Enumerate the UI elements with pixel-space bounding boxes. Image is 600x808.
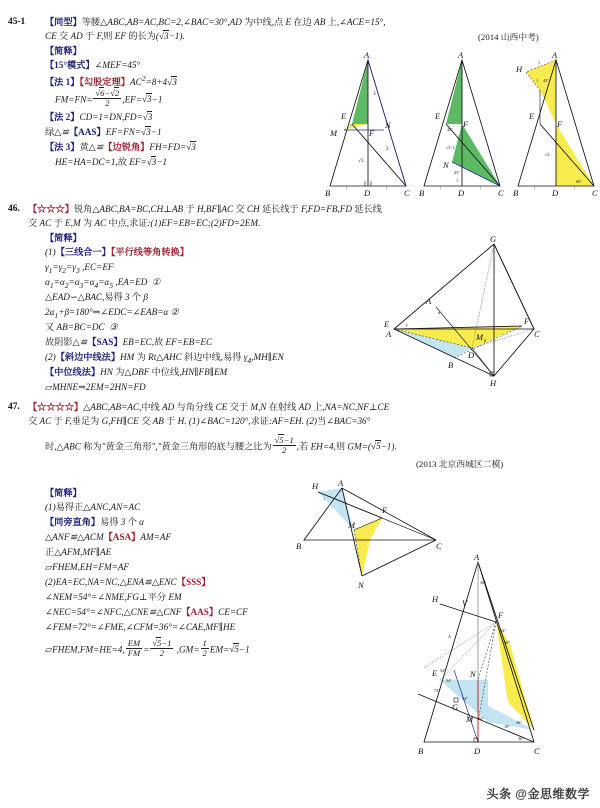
svg-text:60°: 60° — [576, 179, 582, 184]
svg-text:54°: 54° — [440, 668, 446, 673]
svg-text:√3: √3 — [545, 152, 550, 157]
svg-text:B: B — [448, 360, 454, 370]
svg-text:M: M — [476, 332, 484, 342]
problem-46-explain-5: $2\alpha_1+\beta=180^\circ\Rightarrow\angle EDC=\angle EAB=\alpha$ ② — [45, 307, 179, 320]
svg-text:M: M — [330, 128, 338, 138]
problem-45-1-explain-7: HE=HA=DC=1,故 EF=√3−1 — [55, 157, 168, 167]
problem-47-statement-line-2: 交 AC 于 F,垂足为 G,FH∥CE 交 AB 于 H. (1)∠BAC=120°,求证:AF=EH. (2)当∠BAC=36° — [28, 416, 371, 426]
svg-text:F: F — [524, 316, 530, 326]
problem-46-explain-1: (1)【三线合一】【平行线等角转换】 — [45, 247, 189, 257]
problem-45-1-explain-3: FM=FN= $\frac{√6-√2}{2}$ ,EF=√3−1 — [55, 88, 163, 109]
svg-text:B: B — [325, 188, 331, 198]
problem-46-statement-line-2: 交 AC 于 E,M 为 AC 中点,求证:(1)EF=EB=EC;(2)FD=2EM. — [28, 218, 261, 228]
fig-45-1-c — [512, 50, 600, 198]
svg-text:|: | — [440, 185, 441, 190]
svg-text:A: A — [426, 296, 432, 306]
svg-text:E: E — [384, 319, 390, 329]
watermark: 头条 @金思维数学 — [486, 787, 590, 801]
svg-text:M: M — [466, 714, 474, 724]
svg-text:D: D — [468, 350, 475, 360]
svg-text:54°: 54° — [478, 716, 484, 721]
svg-text:|: | — [574, 185, 575, 190]
svg-text:G: G — [490, 234, 497, 244]
svg-text:A: A — [386, 329, 392, 339]
svg-text:72°: 72° — [434, 688, 440, 693]
fig-45-1-a — [324, 50, 414, 198]
problem-47-explain-1: (1)易得正△ANC,AN=AC — [45, 502, 141, 512]
svg-text:36°: 36° — [516, 720, 522, 725]
problem-47-statement-line-3: 时,△ABC 称为"黄金三角形","黄金三角形的底与腰之比为 $\frac{√5-1}{2}$ ,若 EH=4,则 GM=(√5−1). — [45, 435, 397, 456]
svg-text:A: A — [474, 552, 480, 562]
problem-45-1-explain-6: 【法 3】黄△≌【边锐角】FH=FD=√3 — [45, 142, 196, 152]
problem-45-1-statement-line-1: 【同型】等腰△ABC,AB=AC,BC=2,∠BAC=30°,AD 为中线,点 E 在边 AB 上,∠ACE=15°, — [45, 17, 386, 27]
problem-46-explain-9: 【中位线法】HN 为△DBF 中位线,HN∥FB∥EM — [45, 367, 228, 377]
svg-text:45°: 45° — [447, 127, 453, 132]
problem-47-explain-10: ▱FHEM,FM=HE=4, $\frac{EM}{FM}$ = $\frac{√5-1}{2}$ ,GM= $\frac{1}{2}$ EM=√5−1 — [45, 638, 250, 659]
svg-text:36°: 36° — [504, 640, 510, 645]
svg-text:A: A — [458, 50, 464, 60]
problem-47-explain-4: 正△AFM,MF∥AE — [45, 547, 112, 557]
svg-text:B: B — [513, 188, 519, 198]
svg-text:|: | — [386, 185, 387, 190]
problem-45-1-source: (2014 山西中考) — [478, 32, 539, 42]
svg-text:H: H — [432, 594, 439, 604]
fig-46 — [376, 236, 586, 401]
svg-text:54°: 54° — [500, 628, 506, 633]
svg-text:A: A — [552, 50, 558, 60]
problem-47-explain-8: ∠NEC=54°=∠NFC,△CNE≌△CNF【AAS】CE=CF — [45, 607, 248, 617]
problem-47-explain-9: ∠FEM=72°=∠FME,∠CFM=36°=∠CAE,MF∥HE — [45, 622, 236, 632]
svg-text:54°: 54° — [462, 696, 468, 701]
svg-text:E: E — [435, 111, 441, 121]
svg-text:C: C — [404, 188, 410, 198]
problem-47-explain-7: ∠NEM=54°=∠NME,FG⊥平分 EM — [45, 592, 182, 602]
svg-text:3: 3 — [373, 91, 376, 97]
svg-text:A: A — [364, 50, 370, 60]
svg-text:18°: 18° — [504, 724, 510, 729]
svg-text:1: 1 — [536, 78, 539, 83]
problem-45-1-explain-5: 绿△≌【AAS】EF=FN=√3−1 — [45, 127, 162, 137]
problem-47-statement-line-1: 【☆☆☆☆】△ABC,AB=AC,中线 AD 与角分线 CE 交于 M,N 在射线 AD 上,NA=NC,NF⊥CE — [28, 402, 390, 412]
svg-text:C: C — [436, 541, 442, 551]
svg-text:C: C — [498, 188, 504, 198]
problem-45-1-explain-label: 【简释】 — [45, 46, 82, 56]
svg-text:F: F — [369, 128, 375, 138]
problem-46-explain-3: $\alpha_1=\alpha_2=\alpha_3=\alpha_4=\alpha_5$ ,EA=ED ① — [45, 277, 161, 290]
svg-text:N: N — [385, 120, 391, 130]
svg-text:H: H — [490, 378, 497, 388]
svg-text:1: 1 — [538, 60, 541, 65]
svg-text:D: D — [474, 746, 481, 756]
svg-text:E: E — [341, 111, 347, 121]
svg-text:36°: 36° — [518, 736, 524, 741]
problem-47-explain-5: ▱FHEM,EH=FM=AF — [45, 562, 130, 572]
svg-text:F: F — [463, 119, 469, 129]
svg-text:C: C — [534, 746, 540, 756]
problem-46-explain-2: $\gamma_1=\gamma_2=\gamma_3$ ,EC=EF — [45, 262, 114, 275]
svg-text:B: B — [418, 746, 424, 756]
svg-text:H: H — [312, 481, 319, 491]
problem-46-explain-label: 【简释】 — [45, 233, 82, 243]
problem-45-1-explain-2: 【法 1】【勾股定理】$AC^2=8+4√3$ — [45, 74, 177, 88]
svg-text:B: B — [419, 188, 425, 198]
problem-47-explain-label: 【简释】 — [45, 488, 82, 498]
fig-47-bottom — [378, 552, 578, 782]
svg-text:N: N — [470, 669, 476, 679]
svg-text:γ: γ — [406, 322, 408, 327]
svg-text:H: H — [516, 64, 523, 74]
problem-number-46: 46. — [8, 204, 20, 214]
svg-text:B: B — [296, 541, 302, 551]
svg-text:|: | — [480, 185, 481, 190]
svg-text:√3−1: √3−1 — [446, 145, 455, 150]
svg-text:2: 2 — [386, 146, 389, 152]
svg-text:|: | — [346, 185, 347, 190]
svg-text:1: 1 — [456, 178, 459, 183]
problem-46-statement-line-1: 【☆☆☆】锐角△ABC,BA=BC,CH⊥AB 于 H,BF∥AC 交 CH 延长线于 F,FD=FB,FD 延长线 — [28, 204, 382, 214]
svg-text:√3: √3 — [358, 158, 364, 164]
svg-text:45°: 45° — [454, 170, 460, 175]
svg-text:F: F — [498, 610, 504, 620]
svg-text:V: V — [462, 598, 468, 608]
svg-text:G: G — [452, 702, 459, 712]
problem-46-explain-4: △EAD∽△BAC,易得 3 个 β — [45, 292, 148, 302]
problem-47-explain-6: (2)EA=EC,NA=NC,△ENA≌△ENC【SSS】 — [45, 577, 211, 587]
problem-46-explain-7: 故阴影△≌【SAS】EB=EC,故 EF=EB=EC — [45, 337, 213, 347]
svg-text:E: E — [529, 111, 535, 121]
problem-47-explain-2: 【同旁直角】易得 3 个 α — [45, 517, 144, 527]
problem-45-1-explain-4: 【法 2】CD=1=DN,FD=√3 — [45, 112, 153, 122]
problem-46-explain-6: 又 AB=BC=DC ③ — [45, 322, 118, 332]
svg-text:D: D — [458, 188, 465, 198]
svg-text:D: D — [364, 188, 371, 198]
problem-47-source: (2013 北京西城区二模) — [416, 459, 504, 469]
problem-number-47: 47. — [8, 402, 20, 412]
problem-47-explain-3: △ANF≌△ACM【ASA】AM=AF — [45, 532, 172, 542]
svg-text:F: F — [382, 505, 388, 515]
svg-text:N: N — [358, 580, 364, 590]
problem-46-explain-8: (2)【斜边中线法】HM 为 Rt△AHC 斜边中线,易得 $\gamma_4,MH\parallel EN$ — [45, 352, 284, 365]
svg-text:45°: 45° — [543, 78, 549, 83]
svg-text:C: C — [592, 188, 598, 198]
svg-text:|: | — [324, 496, 325, 501]
svg-text:|: | — [534, 185, 535, 190]
svg-text:M: M — [348, 520, 356, 530]
problem-number-45-1: 45-1 — [8, 17, 26, 27]
svg-text:D: D — [552, 188, 559, 198]
svg-text:A: A — [338, 478, 344, 488]
svg-text:β: β — [484, 338, 487, 343]
problem-45-1-explain-1: 【15°模式】∠MEF=45° — [45, 60, 141, 70]
svg-text:C: C — [534, 329, 540, 339]
problem-46-explain-10: ▱MHNE⇒2EM=2HN=FD — [45, 382, 146, 392]
svg-text:A: A — [448, 634, 452, 639]
svg-text:α: α — [438, 310, 441, 315]
svg-text:N: N — [443, 160, 449, 170]
svg-text:E: E — [432, 668, 438, 678]
fig-45-1-b — [418, 50, 508, 198]
problem-45-1-statement-line-2: CE 交 AD 于 F,则 EF 的长为(√3−1). — [45, 31, 185, 41]
svg-text:F: F — [557, 119, 563, 129]
svg-text:36°: 36° — [480, 580, 486, 585]
svg-text:54°: 54° — [446, 678, 452, 683]
